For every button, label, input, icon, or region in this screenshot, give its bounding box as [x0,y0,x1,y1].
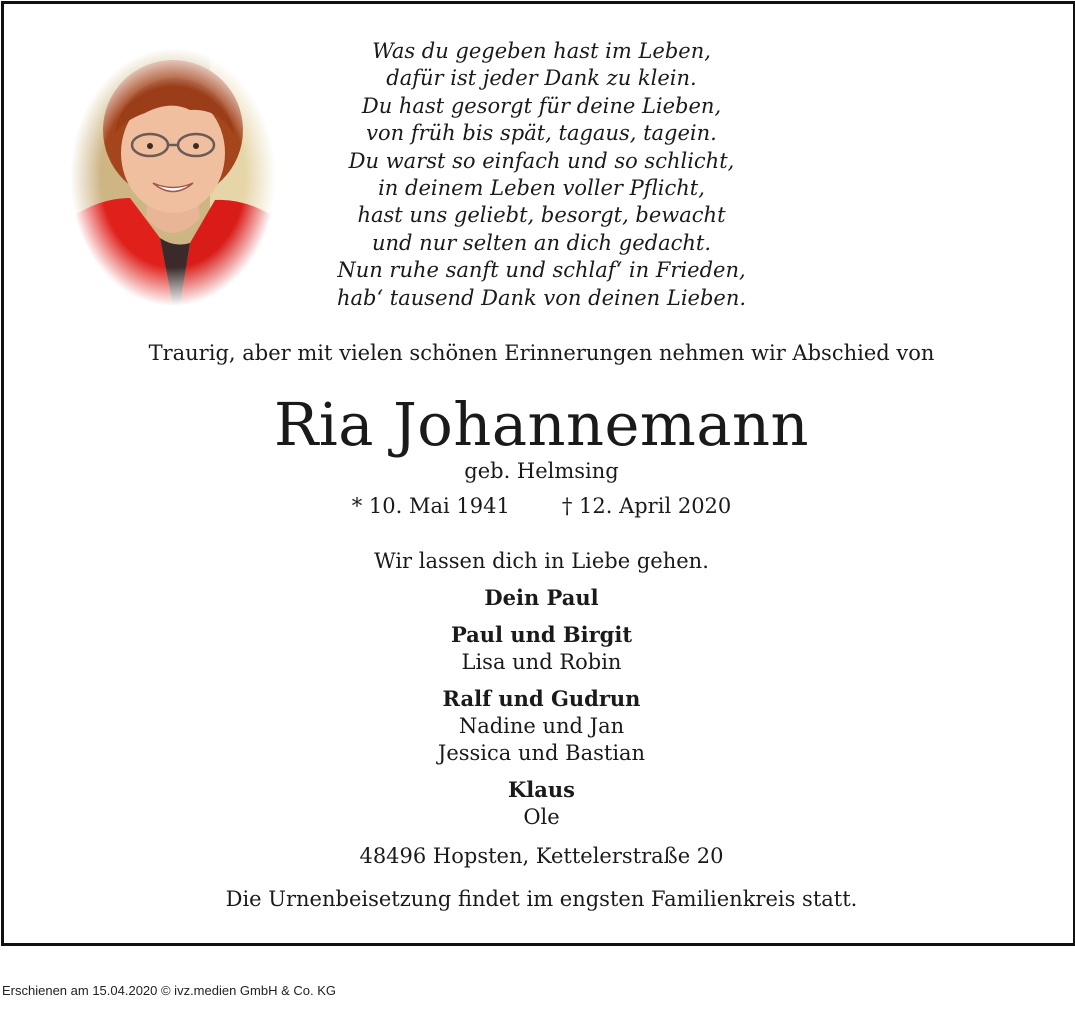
poem-line: hast uns geliebt, besorgt, bewacht [357,203,726,228]
portrait-image [70,48,276,306]
poem-line: Du hast gesorgt für deine Lieben, [361,93,722,118]
family-member: Lisa und Robin [461,650,622,674]
farewell-text: Wir lassen dich in Liebe gehen. [374,549,709,573]
life-dates [4,494,1075,518]
portrait-photo [70,48,276,306]
death-date: † 12. April 2020 [561,494,732,518]
poem-line: von früh bis spät, tagaus, tagein. [366,121,717,146]
obituary-frame [1,1,1075,946]
family-group [4,584,1075,612]
intro-text: Traurig, aber mit vielen schönen Erinnerungen nehmen wir Abschied von [148,341,935,365]
family-member: Nadine und Jan [458,714,625,738]
poem-line: Nun ruhe sanft und schlaf‘ in Frieden, [337,258,746,283]
poem-line: Was du gegeben hast im Leben, [372,39,711,63]
address: 48496 Hopsten, Kettelerstraße 20 [359,844,724,868]
family-group [4,776,1075,831]
deceased-name: Ria Johannemann [273,390,810,459]
poem [294,38,789,312]
birth-name: geb. Helmsing [464,459,619,483]
burial-notice: Die Urnenbeisetzung findet im engsten Familienkreis statt. [225,887,858,911]
family-member: Ole [523,805,560,829]
publication-footer: Erschienen am 15.04.2020 © ivz.medien GmbH & Co. KG [2,983,337,998]
family-group-head: Ralf und Gudrun [442,686,641,711]
birth-date: * 10. Mai 1941 [351,494,510,518]
poem-line: und nur selten an dich gedacht. [372,230,711,255]
family-group-head: Dein Paul [484,585,599,610]
poem-line: dafür ist jeder Dank zu klein. [386,66,697,91]
family-list [4,584,1075,840]
poem-line: hab‘ tausend Dank von deinen Lieben. [336,285,747,310]
family-group [4,621,1075,676]
poem-line: in deinem Leben voller Pflicht, [378,176,705,201]
poem-line: Du warst so einfach und so schlicht, [348,148,735,173]
family-group-head: Klaus [508,777,575,802]
family-group [4,685,1075,767]
family-group-head: Paul und Birgit [450,622,633,647]
family-member: Jessica und Bastian [437,741,646,765]
